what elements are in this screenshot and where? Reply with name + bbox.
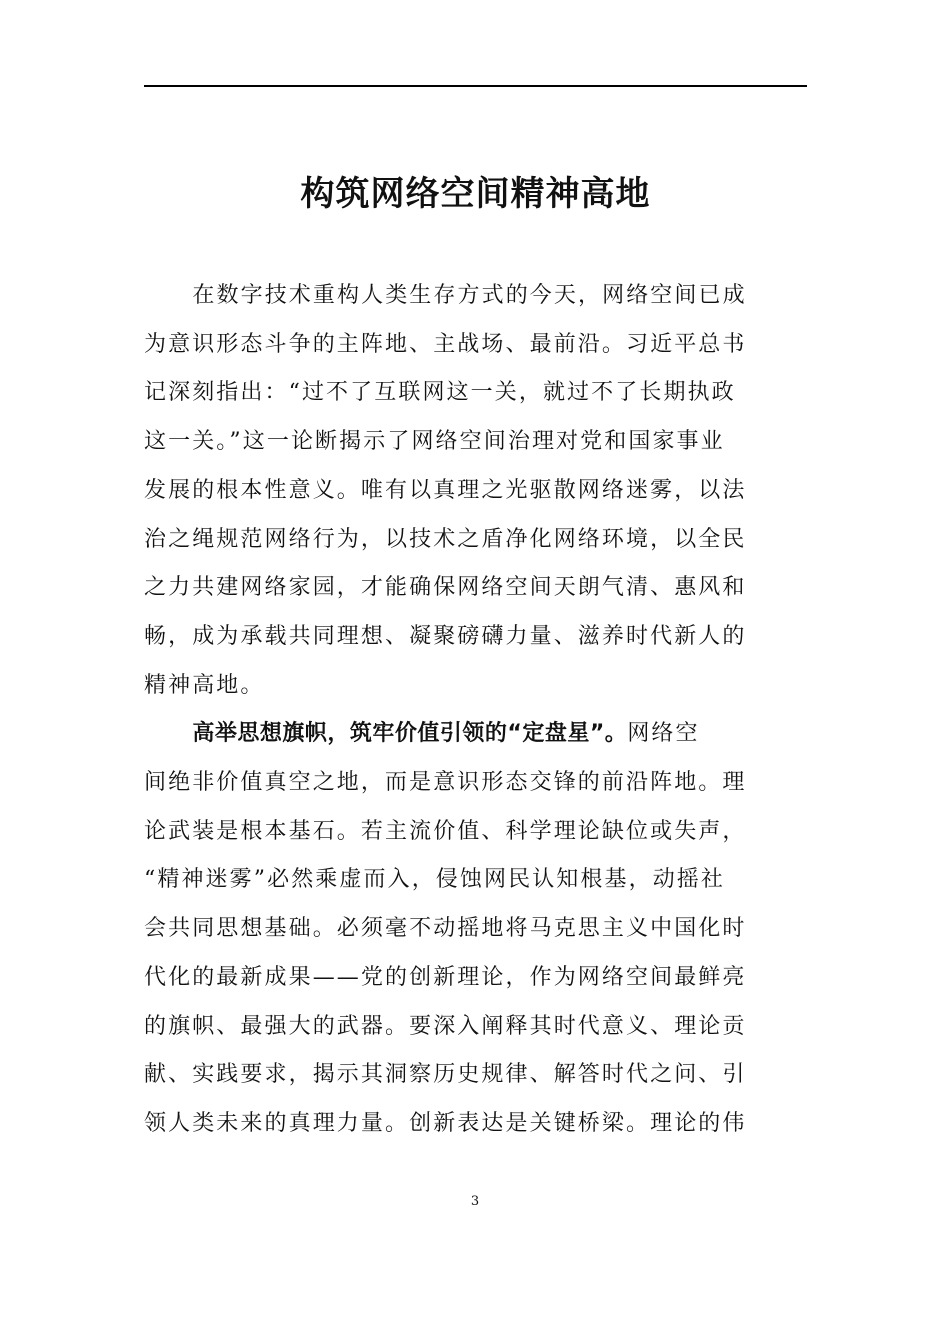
paragraph-section-1-text: 网络空 间绝非价值真空之地，而是意识形态交锋的前沿阵地。理 论武装是根本基石。若主流价值、科学理论缺位或失声， “精神迷雾”必然乘虚而入，侵蚀网民认知根基，动摇社 会共同思想基础。必须毫不动摇地将马克思主义中国化时 代化的最新成果——党的创新理论，作为网络空间最鲜亮 的旗帜、最强大的武器。要深入阐释其时代意义、理论贡 献、实践要求，揭示其洞察历史规律、解答时代之问、引 领人类未来的真理力量。创新表达是关键桥梁。理论的伟 [144, 721, 747, 1136]
paragraph-intro [144, 272, 784, 710]
paragraph-intro-text: 在数字技术重构人类生存方式的今天，网络空间已成 为意识形态斗争的主阵地、主战场、最前沿。习近平总书 记深刻指出：“过不了互联网这一关，就过不了长期执政 这一关。”这一论断揭示了网络空间治理对党和国家事业 发展的根本性意义。唯有以真理之光驱散网络迷雾，以法 治之绳规范网络行为，以技术之盾净化网络环境，以全民 之力共建网络家园，才能确保网络空间天朗气清、惠风和 畅，成为承载共同理想、凝聚磅礴力量、滋养时代新人的 精神高地。 [144, 283, 747, 698]
page-number: 3 [470, 1194, 480, 1209]
header-rule [144, 85, 807, 87]
paragraph-section-1 [144, 710, 784, 1148]
document-body [144, 272, 784, 1149]
page-title: 构筑网络空间精神高地 [300, 174, 651, 214]
section-heading: 高举思想旗帜，筑牢价值引领的“定盘星”。 [192, 721, 628, 747]
